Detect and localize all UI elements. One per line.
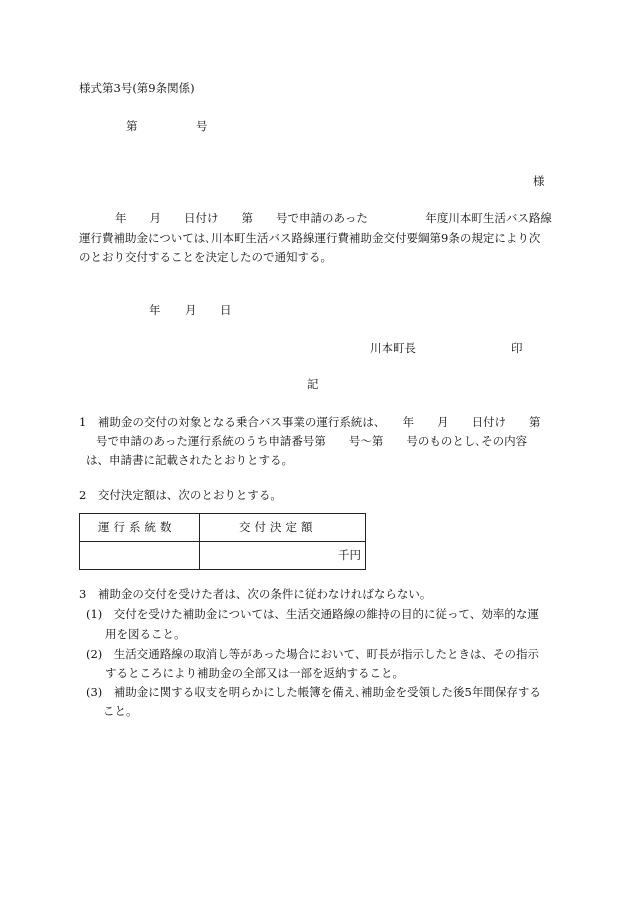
item3-sub3-line-1: (3) 補助金に関する収支を明らかにした帳簿を備え､補助金を受領した後5年間保存する <box>86 685 541 699</box>
table-row-divider <box>80 541 365 542</box>
issuer-title: 川本町長 <box>370 341 416 355</box>
item1-line-3: は、申請書に記載されたとおりとする。 <box>86 453 293 467</box>
item3-sub1-line-2: 用を図ること。 <box>105 627 186 641</box>
decision-table <box>79 513 366 570</box>
ki-heading: 記 <box>307 377 319 391</box>
number-dai: 第 <box>126 119 138 133</box>
item3-sub2-line-1: (2) 生活交通路線の取消し等があった場合において、町長が指示したときは、その指示 <box>86 647 539 661</box>
item3-sub2-line-2: するところにより補助金の全部又は一部を返納すること。 <box>105 666 404 680</box>
item2-line-1: 2 交付決定額は、次のとおりとする。 <box>79 488 282 502</box>
item3-line-1: 3 補助金の交付を受けた者は、次の条件に従わなければならない。 <box>79 587 432 601</box>
table-header-amount: 交付決定額 <box>239 520 317 534</box>
date-day: 日 <box>220 303 232 317</box>
body-line-3: のとおり交付することを決定したので通知する。 <box>79 250 332 264</box>
item3-sub1-line-1: (1) 交付を受けた補助金については、生活交通路線の維持の目的に従って、効率的な運 <box>86 607 539 621</box>
addressee-suffix: 様 <box>533 174 545 188</box>
number-go: 号 <box>196 119 208 133</box>
body-line-2: 運行費補助金については､川本町生活バス路線運行費補助金交付要綱第9条の規定により次 <box>79 231 541 245</box>
body-line-1: 年 月 日付け 第 号で申請のあった 年度川本町生活バス路線 <box>115 211 552 225</box>
table-header-routes: 運行系統数 <box>98 520 176 534</box>
table-cell-unit: 千円 <box>338 548 361 562</box>
item1-line-1: 1 補助金の交付の対象となる乗合バス事業の運行系統は、 年 月 日付け 第 <box>79 415 541 429</box>
form-label: 様式第3号(第9条関係) <box>79 81 195 95</box>
item1-line-2: 号で申請のあった運行系統のうち申請番号第 号～第 号のものとし､その内容 <box>96 434 528 448</box>
table-column-divider <box>199 514 200 569</box>
date-month: 月 <box>185 303 197 317</box>
issuer-seal: 印 <box>511 341 523 355</box>
item3-sub3-line-2: こと。 <box>103 704 138 718</box>
date-year: 年 <box>149 303 161 317</box>
